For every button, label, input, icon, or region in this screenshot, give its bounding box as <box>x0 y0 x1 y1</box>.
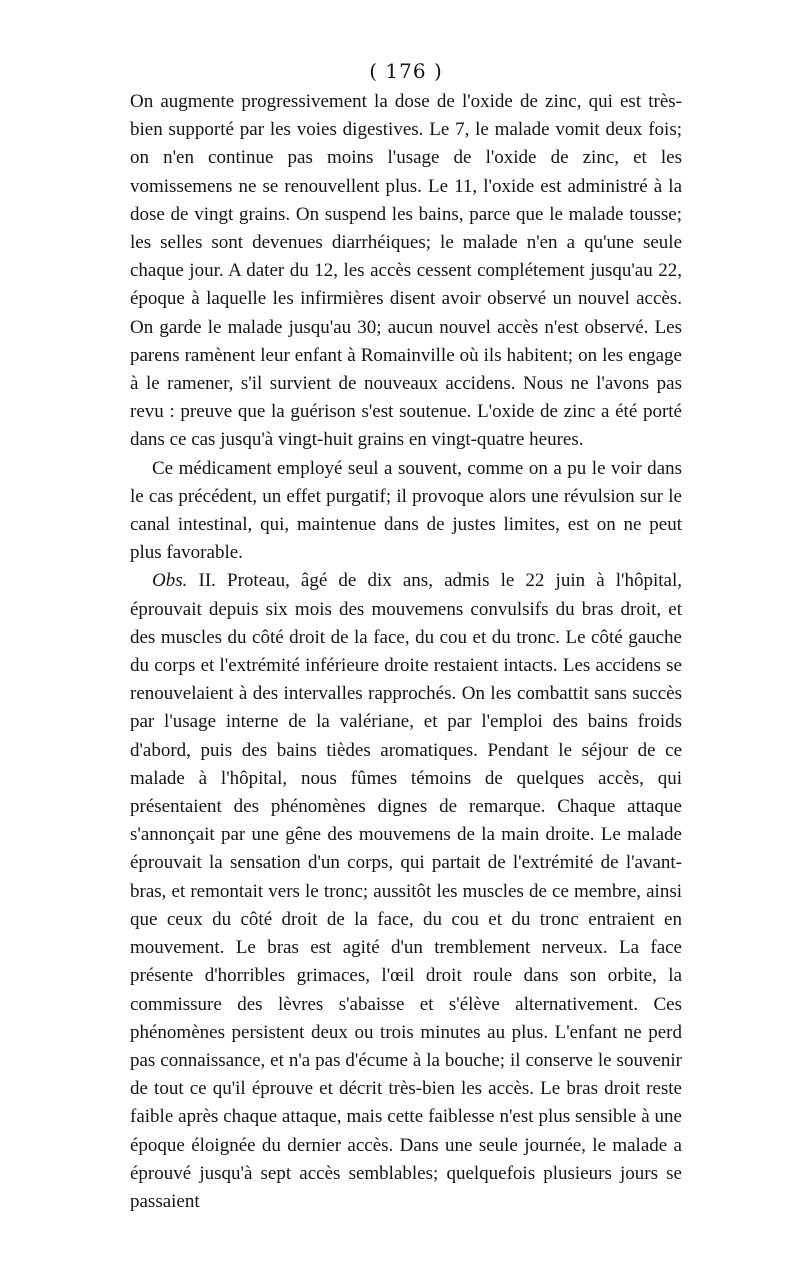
paragraph-3 <box>130 567 682 1216</box>
observation-text: II. Proteau, âgé de dix ans, admis le 22 juin à l'hôpital, éprouvait depuis six mois des mouvemens convulsifs du bras droit, et des muscles du côté droit de la face, du cou et du tronc. Le côté gauche du corps et l'extrémité inférieure droite restaient intacts. Les accidens se renouvelaient à des intervalles rapprochés. On les combattit sans succès par l'usage interne de la valériane, et par l'emploi des bains froids d'abord, puis des bains tièdes aromatiques. Pendant le séjour de ce malade à l'hôpital, nous fûmes témoins de quelques accès, qui présentaient des phénomènes dignes de remarque. Chaque attaque s'annonçait par une gêne des mouvemens de la main droite. Le malade éprouvait la sensation d'un corps, qui partait de l'extrémité de l'avant-bras, et remontait vers le tronc; aussitôt les muscles de ce membre, ainsi que ceux du côté droit de la face, du cou et du tronc entraient en mouvement. Le bras est agité d'un tremblement nerveux. La face présente d'horribles grimaces, l'œil droit roule dans son orbite, la commissure des lèvres s'abaisse et s'élève alternativement. Ces phénomènes persistent deux ou trois minutes au plus. L'enfant ne perd pas connaissance, et n'a pas d'écume à la bouche; il conserve le souvenir de tout ce qu'il éprouve et décrit très-bien les accès. Le bras droit reste faible après chaque attaque, mais cette faiblesse n'est plus sensible à une époque éloignée du dernier accès. Dans une seule journée, le malade a éprouvé jusqu'à sept accès semblables; quelquefois plusieurs jours se passaient <box>130 570 682 1212</box>
book-page <box>130 56 682 1216</box>
paragraph-2: Ce médicament employé seul a souvent, comme on a pu le voir dans le cas précédent, un effet purgatif; il provoque alors une révulsion sur le canal intestinal, qui, maintenue dans de justes limites, est on ne peut plus favorable. <box>130 457 682 564</box>
paragraph-1: On augmente progressivement la dose de l'oxide de zinc, qui est très-bien supporté par les voies digestives. Le 7, le malade vomit deux fois; on n'en continue pas moins l'usage de l'oxide de zinc, et les vomissemens ne se renouvellent plus. Le 11, l'oxide est administré à la dose de vingt grains. On suspend les bains, parce que le malade tousse; les selles sont devenues diarrhéiques; le malade n'en a qu'une seule chaque jour. A dater du 12, les accès cessent complétement jusqu'au 22, époque à laquelle les infirmières disent avoir observé un nouvel accès. On garde le malade jusqu'au 30; aucun nouvel accès n'est observé. Les parens ramènent leur enfant à Romainville où ils habitent; on les engage à le ramener, s'il survient de nouveaux accidens. Nous ne l'avons pas revu : preuve que la guérison s'est soutenue. L'oxide de zinc a été porté dans ce cas jusqu'à vingt-huit grains en vingt-quatre heures. <box>130 91 682 451</box>
page-number: ( 176 ) <box>369 59 443 83</box>
observation-label: Obs. <box>152 570 188 592</box>
